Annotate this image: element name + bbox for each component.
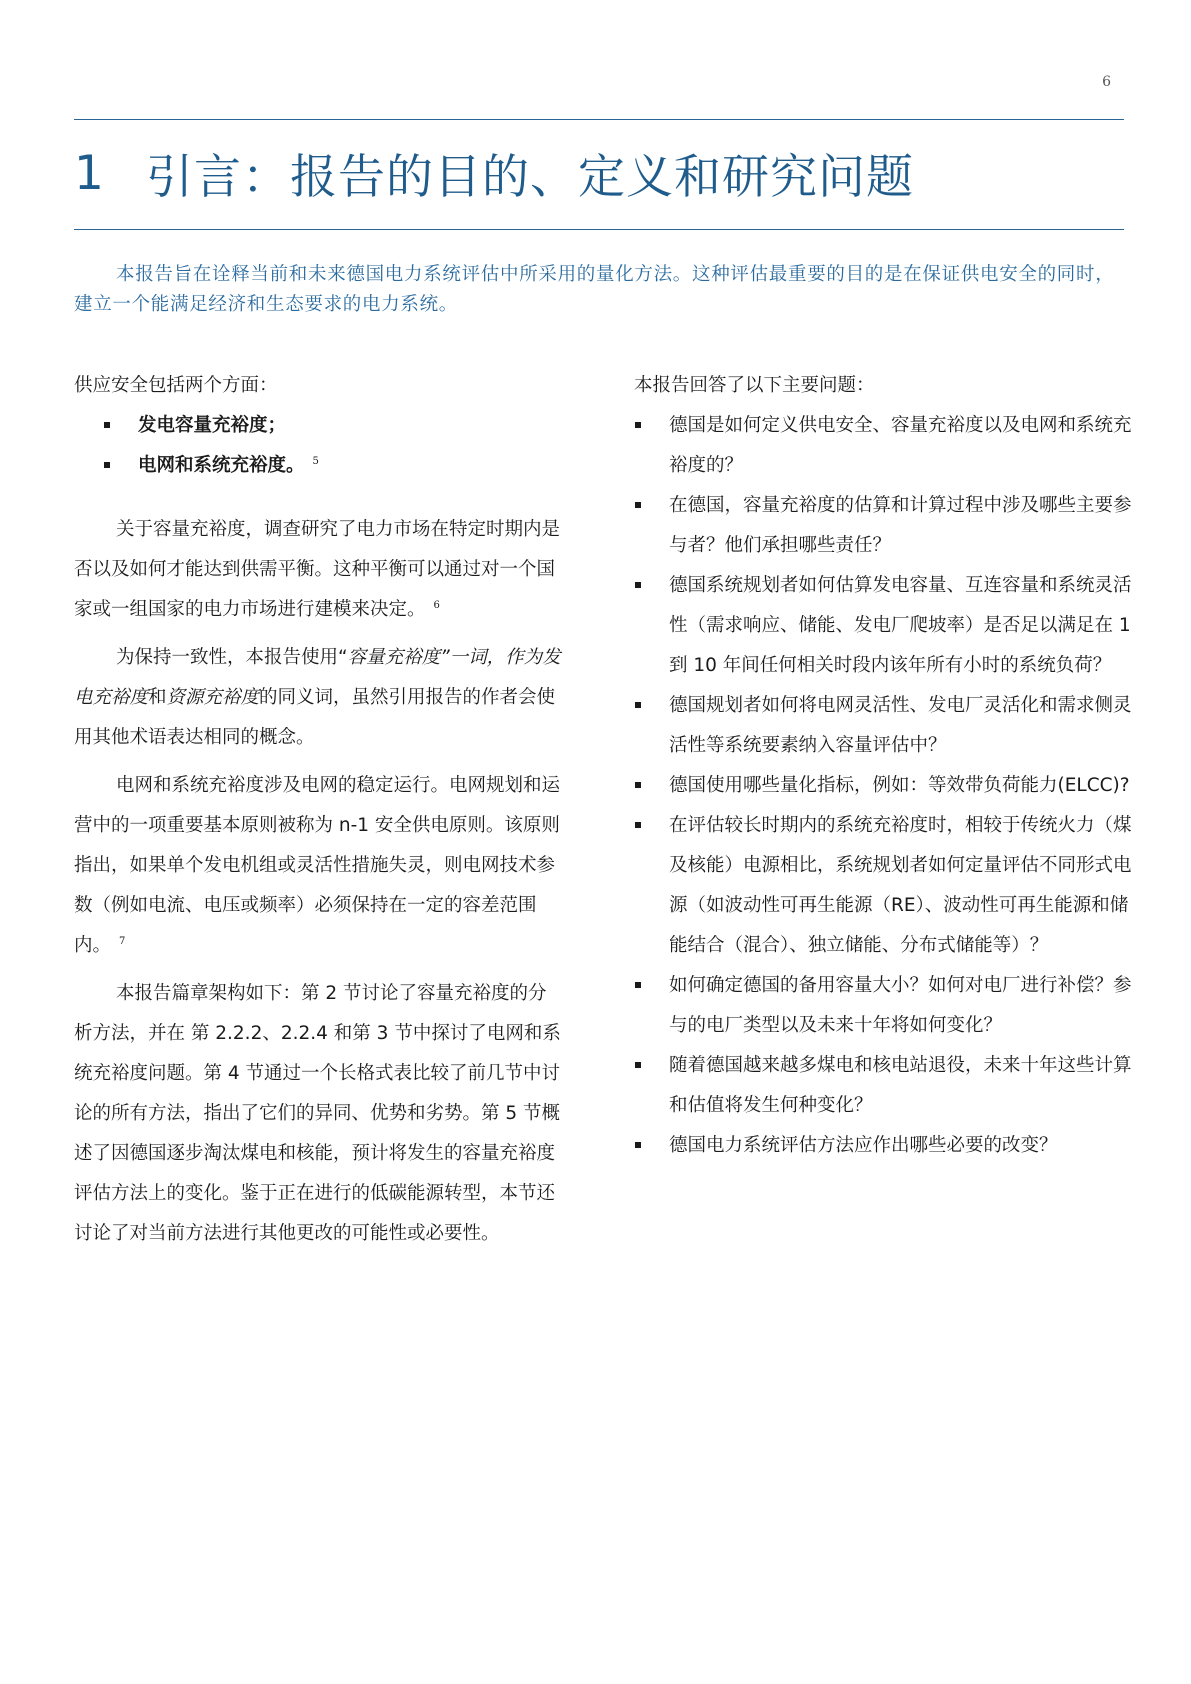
title-bottom-rule [74, 229, 1124, 230]
list-item-text: 电网和系统充裕度。 [138, 455, 305, 476]
list-item-text: 德国规划者如何将电网灵活性、发电厂灵活化和需求侧灵活性等系统要素纳入容量评估中？ [669, 695, 1132, 756]
grid-adequacy-paragraph [74, 766, 564, 966]
left-column [74, 366, 564, 1254]
list-item [634, 766, 1134, 806]
list-item [634, 406, 1134, 486]
bullet-square-icon [635, 582, 641, 588]
footnote-ref: 5 [312, 455, 319, 467]
list-item [74, 446, 564, 486]
list-item [634, 1046, 1134, 1126]
list-item-text: 随着德国越来越多煤电和核电站退役，未来十年这些计算和估值将发生何种变化？ [669, 1055, 1132, 1116]
paragraph-text: 为保持一致性，本报告使用“ [116, 647, 348, 668]
supply-security-lead: 供应安全包括两个方面： [74, 375, 278, 396]
list-item-text: 德国电力系统评估方法应作出哪些必要的改变？ [669, 1135, 1058, 1156]
list-item-text: 德国使用哪些量化指标，例如：等效带负荷能力(ELCC)? [669, 775, 1130, 796]
footnote-ref: 7 [119, 935, 126, 947]
bullet-square-icon [635, 422, 641, 428]
bullet-square-icon [635, 822, 641, 828]
list-item-text: 德国是如何定义供电安全、容量充裕度以及电网和系统充裕度的？ [669, 415, 1132, 476]
list-item [634, 1126, 1134, 1166]
supply-security-list [74, 406, 564, 486]
bullet-square-icon [104, 422, 110, 428]
italic-term: 容量充裕度”一词，作为发电充裕度 [74, 647, 561, 708]
bullet-square-icon [635, 982, 641, 988]
questions-lead: 本报告回答了以下主要问题： [634, 375, 875, 396]
bullet-square-icon [635, 782, 641, 788]
bullet-square-icon [635, 1062, 641, 1068]
list-item [634, 486, 1134, 566]
paragraph-text: 关于容量充裕度，调查研究了电力市场在特定时期内是否以及如何才能达到供需平衡。这种平衡可以通过对一个国家或一组国家的电力市场进行建模来决定。 [74, 519, 561, 620]
paragraph-text: 和 [148, 687, 167, 708]
chapter-title [74, 138, 914, 208]
list-item-text: 在评估较长时期内的系统充裕度时，相较于传统火力（煤及核能）电源相比，系统规划者如何定量评估不同形式电源（如波动性可再生能源（RE）、波动性可再生能源和储能结合（混合）、独立储能、分布式储能等）？ [669, 815, 1132, 956]
footnote-ref: 6 [433, 599, 440, 611]
chapter-number: 1 [74, 145, 105, 201]
bullet-square-icon [635, 702, 641, 708]
terminology-paragraph [74, 638, 564, 758]
chapter-title-text: 引言：报告的目的、定义和研究问题 [146, 149, 914, 205]
list-item [634, 686, 1134, 766]
capacity-adequacy-paragraph [74, 510, 564, 630]
right-column [634, 366, 1134, 1166]
italic-term: 资源充裕度 [166, 687, 260, 708]
list-item [634, 966, 1134, 1046]
title-top-rule [74, 119, 1124, 120]
structure-paragraph: 本报告篇章架构如下：第 2 节讨论了容量充裕度的分析方法，并在 第 2.2.2、2.2.4 和第 3 节中探讨了电网和系统充裕度问题。第 4 节通过一个长格式表比较了前几节中讨论的所有方法，指出了它们的异同、优势和劣势。第 5 节概述了因德国逐步淘汰煤电和核能，预计将发生的容量充裕度评估方法上的变化。鉴于正在进行的低碳能源转型，本节还讨论了对当前方法进行其他更改的可能性或必要性。 [74, 983, 561, 1244]
list-item [634, 806, 1134, 966]
list-item-text: 如何确定德国的备用容量大小？如何对电厂进行补偿？参与的电厂类型以及未来十年将如何变化？ [669, 975, 1132, 1036]
list-item [74, 406, 564, 446]
page-number: 6 [1102, 74, 1111, 90]
bullet-square-icon [635, 1142, 641, 1148]
intro-paragraph: 本报告旨在诠释当前和未来德国电力系统评估中所采用的量化方法。这种评估最重要的目的是在保证供电安全的同时，建立一个能满足经济和生态要求的电力系统。 [74, 264, 1115, 315]
bullet-square-icon [104, 462, 110, 468]
list-item [634, 566, 1134, 686]
questions-list [634, 406, 1134, 1166]
list-item-text: 在德国，容量充裕度的估算和计算过程中涉及哪些主要参与者？他们承担哪些责任？ [669, 495, 1132, 556]
list-item-text: 发电容量充裕度； [138, 415, 287, 436]
paragraph-text: 的同义词，虽然引用报告的作者会使用其他术语表达相同的概念。 [74, 687, 556, 748]
bullet-square-icon [635, 502, 641, 508]
paragraph-text: 电网和系统充裕度涉及电网的稳定运行。电网规划和运营中的一项重要基本原则被称为 n-1 安全供电原则。该原则指出，如果单个发电机组或灵活性措施失灵，则电网技术参数（例如电流、电压或频率）必须保持在一定的容差范围内。 [74, 775, 561, 956]
list-item-text: 德国系统规划者如何估算发电容量、互连容量和系统灵活性（需求响应、储能、发电厂爬坡率）是否足以满足在 1 到 10 年间任何相关时段内该年所有小时的系统负荷？ [669, 575, 1132, 676]
